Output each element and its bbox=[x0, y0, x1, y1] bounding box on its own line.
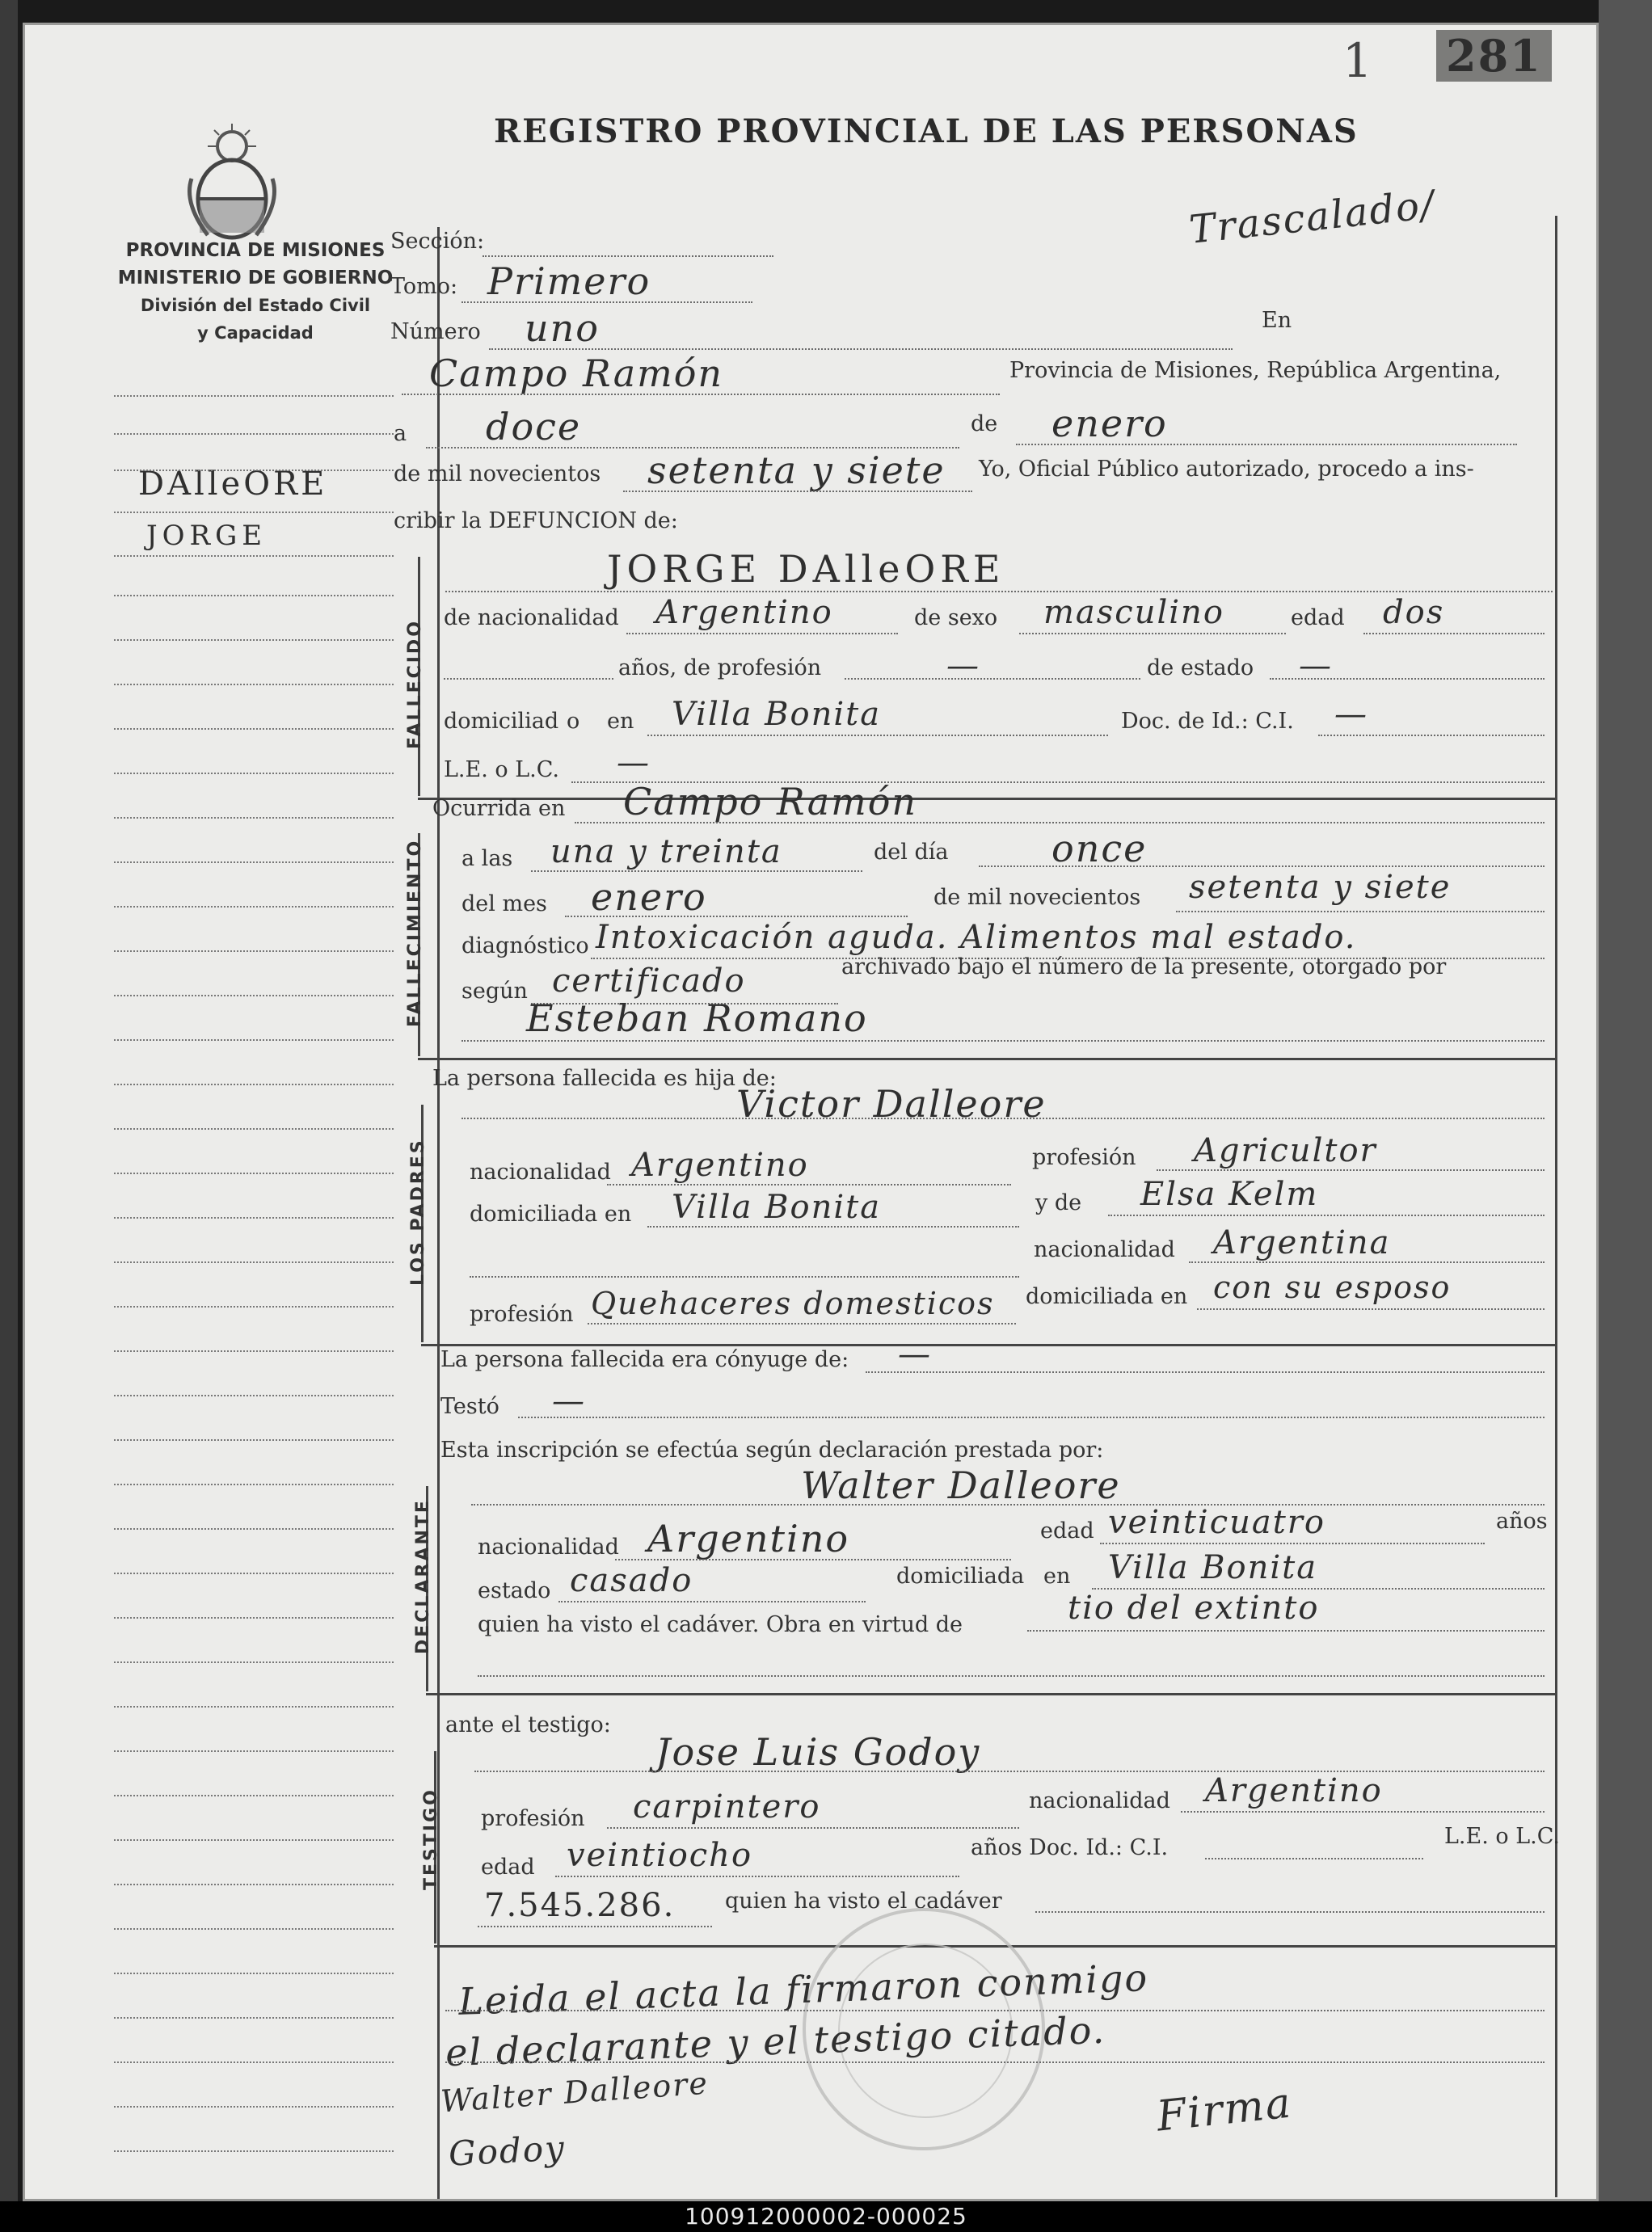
padre-profesion-label: profesión bbox=[1032, 1145, 1136, 1170]
a-las-label: a las bbox=[461, 846, 513, 871]
hija-label: La persona fallecida es hija de: bbox=[432, 1066, 777, 1091]
testigo-anios-doc-label: años Doc. Id.: C.I. bbox=[971, 1835, 1169, 1860]
testigo-section-label: TESTIGO bbox=[421, 1788, 441, 1890]
padres-section-label: LOS PADRES bbox=[408, 1138, 428, 1286]
fallecido-domiciliado-suffix: o bbox=[567, 709, 580, 734]
testigo-profesion-value: carpintero bbox=[633, 1788, 821, 1826]
archivado-label: archivado bajo el número de la presente, otorgado por bbox=[841, 954, 1447, 979]
mes-value: enero bbox=[1051, 402, 1168, 445]
division-label: División del Estado Civil bbox=[140, 296, 371, 315]
declarante-nacionalidad-value: Argentino bbox=[647, 1517, 850, 1560]
segun-label: según bbox=[461, 979, 528, 1004]
fallecimiento-section-label: FALLECIMIENTO bbox=[405, 838, 425, 1027]
dia-value: doce bbox=[486, 405, 582, 449]
signature-declarante: Walter Dalleore bbox=[439, 2065, 710, 2120]
declarante-edad-value: veinticuatro bbox=[1108, 1504, 1325, 1541]
medico-value: Esteban Romano bbox=[526, 996, 868, 1040]
page-title: REGISTRO PROVINCIAL DE LAS PERSONAS bbox=[494, 112, 1359, 150]
numero-label: Número bbox=[390, 319, 481, 344]
tomo-label: Tomo: bbox=[390, 274, 458, 299]
declarante-domicilio-value: Villa Bonita bbox=[1108, 1549, 1318, 1586]
margin-surname: DAlleORE bbox=[138, 465, 328, 503]
segun-value: certificado bbox=[552, 962, 746, 1000]
testigo-profesion-label: profesión bbox=[481, 1806, 585, 1831]
testigo-le-label: L.E. o L.C. bbox=[1444, 1824, 1561, 1849]
fallecimiento-anio-value: setenta y siete bbox=[1189, 869, 1452, 906]
fallecido-edad-label: edad bbox=[1291, 605, 1345, 630]
declarante-anios-label: años bbox=[1496, 1509, 1548, 1534]
fallecido-estado-value: — bbox=[1299, 647, 1333, 684]
ocurrida-value: Campo Ramón bbox=[623, 780, 918, 823]
madre-profesion-label: profesión bbox=[470, 1302, 574, 1327]
declarante-domiciliada-label: domiciliada bbox=[896, 1564, 1025, 1589]
fallecido-doc-value: — bbox=[1334, 696, 1368, 733]
madre-y-de-label: y de bbox=[1035, 1190, 1082, 1215]
scanner-background bbox=[1599, 0, 1652, 2232]
del-dia-label: del día bbox=[874, 840, 949, 865]
hora-value: una y treinta bbox=[550, 833, 782, 870]
declarante-nombre-value: Walter Dalleore bbox=[801, 1463, 1121, 1507]
declarante-estado-value: casado bbox=[570, 1562, 693, 1599]
fallecido-section-label: FALLECIDO bbox=[405, 619, 425, 749]
signature-top: Trascalado/ bbox=[1186, 182, 1438, 253]
diagnostico-value: Intoxicación aguda. Alimentos mal estado. bbox=[596, 919, 1357, 956]
fallecimiento-dia-value: once bbox=[1051, 827, 1148, 870]
ministry-label: MINISTERIO DE GOBIERNO bbox=[117, 267, 394, 288]
stamped-number: 281 bbox=[1436, 30, 1552, 82]
testo-label: Testó bbox=[440, 1394, 499, 1419]
padre-domicilio-value: Villa Bonita bbox=[672, 1189, 882, 1226]
padre-nacionalidad-label: nacionalidad bbox=[470, 1160, 611, 1185]
testigo-nombre-value: Jose Luis Godoy bbox=[655, 1730, 981, 1774]
fallecido-domiciliado-label: domiciliad bbox=[444, 709, 559, 734]
conyuge-label: La persona fallecida era cónyuge de: bbox=[440, 1347, 849, 1372]
testigo-edad-label: edad bbox=[481, 1855, 535, 1880]
testigo-cadaver-label: quien ha visto el cadáver bbox=[725, 1889, 1002, 1914]
fallecido-estado-label: de estado bbox=[1147, 655, 1254, 680]
fallecido-nacionalidad-value: Argentino bbox=[655, 594, 833, 631]
province-label: PROVINCIA DE MISIONES bbox=[125, 240, 386, 261]
madre-domicilio-value: con su esposo bbox=[1213, 1270, 1452, 1305]
fallecido-nacionalidad-label: de nacionalidad bbox=[444, 605, 619, 630]
fallecido-le-value: — bbox=[617, 744, 651, 781]
fallecido-edad-value: dos bbox=[1383, 594, 1445, 631]
fallecido-le-label: L.E. o L.C. bbox=[444, 757, 560, 782]
page-number: 1 bbox=[1342, 33, 1372, 88]
diagnostico-label: diagnóstico bbox=[461, 933, 589, 958]
signature-oficial: Firma bbox=[1154, 2078, 1295, 2141]
fallecido-sexo-value: masculino bbox=[1043, 594, 1224, 631]
inscribir-label: cribir la DEFUNCION de: bbox=[394, 508, 678, 533]
declarante-nacionalidad-label: nacionalidad bbox=[478, 1535, 619, 1560]
padre-nacionalidad-value: Argentino bbox=[631, 1147, 809, 1184]
ocurrida-label: Ocurrida en bbox=[432, 796, 566, 821]
conyuge-value: — bbox=[898, 1336, 932, 1373]
declarante-section-label: DECLARANTE bbox=[413, 1498, 433, 1654]
declarante-virtud-value: tio del extinto bbox=[1068, 1590, 1320, 1627]
oficial-label: Yo, Oficial Público autorizado, procedo a ins- bbox=[979, 457, 1474, 482]
testigo-le-value: 7.545.286. bbox=[484, 1887, 676, 1924]
declarante-en-label: en bbox=[1043, 1564, 1071, 1589]
fallecido-sexo-label: de sexo bbox=[914, 605, 998, 630]
fallecimiento-de-mil-label: de mil novecientos bbox=[933, 885, 1141, 910]
fallecido-en-label: en bbox=[607, 709, 634, 734]
declarante-edad-label: edad bbox=[1040, 1518, 1094, 1543]
del-mes-label: del mes bbox=[461, 891, 547, 916]
fallecido-profesion-value: — bbox=[946, 647, 980, 684]
testo-value: — bbox=[552, 1383, 586, 1420]
registry-page bbox=[23, 23, 1599, 2201]
fallecido-doc-label: Doc. de Id.: C.I. bbox=[1121, 709, 1294, 734]
padre-nombre-value: Victor Dalleore bbox=[736, 1082, 1047, 1126]
madre-nacionalidad-value: Argentina bbox=[1213, 1224, 1391, 1261]
madre-profesion-value: Quehaceres domesticos bbox=[591, 1286, 995, 1321]
lugar-value: Campo Ramón bbox=[429, 352, 724, 395]
madre-nombre-value: Elsa Kelm bbox=[1140, 1176, 1319, 1213]
division2-label: y Capacidad bbox=[197, 323, 314, 343]
testigo-edad-value: veintiocho bbox=[567, 1837, 753, 1874]
madre-nacionalidad-label: nacionalidad bbox=[1034, 1237, 1175, 1262]
main-right-rule bbox=[1555, 216, 1557, 2197]
cierre-line-1: Leida el acta la firmaron conmigo bbox=[457, 1956, 1149, 2024]
declarante-estado-label: estado bbox=[478, 1578, 551, 1603]
seccion-label: Sección: bbox=[390, 229, 485, 254]
fallecido-domicilio-value: Villa Bonita bbox=[672, 696, 882, 733]
fallecimiento-mes-value: enero bbox=[591, 875, 707, 919]
testigo-intro-label: ante el testigo: bbox=[445, 1712, 611, 1737]
a-label: a bbox=[394, 421, 407, 446]
madre-domiciliada-label: domiciliada en bbox=[1026, 1284, 1188, 1309]
declarante-cadaver-label: quien ha visto el cadáver. Obra en virtud de bbox=[478, 1612, 963, 1637]
footer-id: 100912000002-000025 bbox=[0, 2201, 1652, 2232]
declaracion-label: Esta inscripción se efectúa según declaración prestada por: bbox=[440, 1438, 1104, 1463]
coat-of-arms-icon bbox=[175, 122, 289, 243]
numero-value: uno bbox=[525, 306, 600, 350]
fallecido-nombre-value: JORGE DAlleORE bbox=[607, 547, 1005, 591]
anio-value: setenta y siete bbox=[647, 449, 946, 492]
testigo-nacionalidad-label: nacionalidad bbox=[1029, 1788, 1170, 1813]
fallecido-anios-label: años, de profesión bbox=[618, 655, 822, 680]
tomo-value: Primero bbox=[487, 259, 651, 303]
binding-edge bbox=[0, 0, 18, 2232]
margin-first-name: JORGE bbox=[146, 520, 268, 552]
provincia-label: Provincia de Misiones, República Argentina, bbox=[1009, 358, 1502, 383]
en-label: En bbox=[1262, 308, 1292, 333]
padre-profesion-value: Agricultor bbox=[1194, 1132, 1377, 1169]
testigo-nacionalidad-value: Argentino bbox=[1205, 1772, 1383, 1809]
cierre-line-2: el declarante y el testigo citado. bbox=[445, 2007, 1106, 2075]
de-label: de bbox=[971, 411, 998, 436]
signature-testigo: Godoy bbox=[447, 2128, 567, 2174]
de-mil-label: de mil novecientos bbox=[394, 461, 601, 486]
padre-domiciliada-label: domiciliada en bbox=[470, 1202, 632, 1227]
